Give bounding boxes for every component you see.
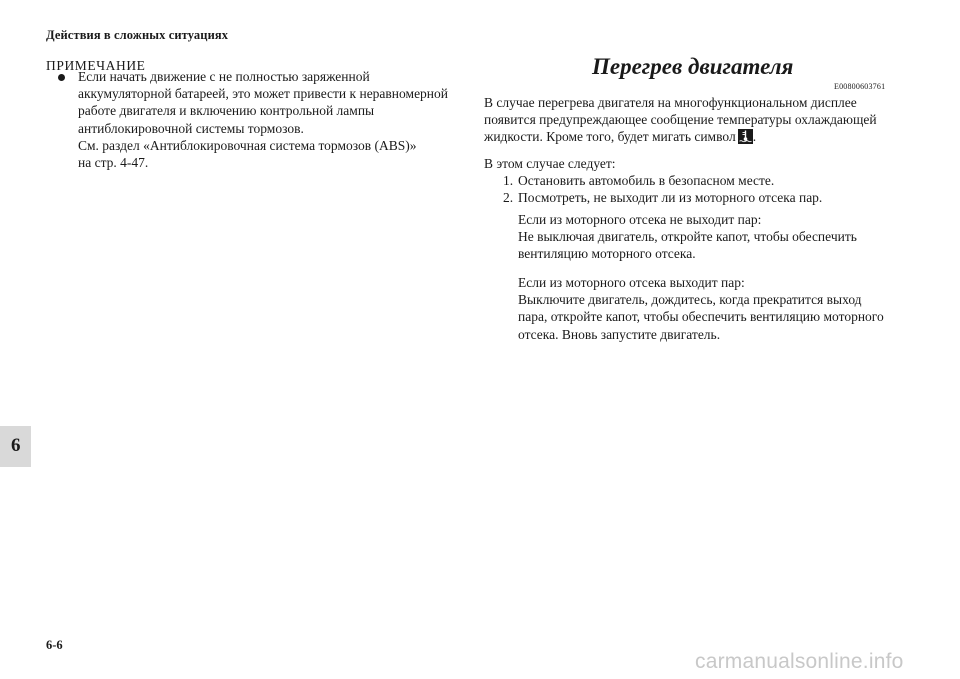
case-line: пара, откройте капот, чтобы обеспечить вентиляцию моторного	[518, 309, 884, 325]
steps-intro: В этом случае следует:	[484, 156, 616, 171]
note-title: ПРИМЕЧАНИЕ	[46, 58, 146, 73]
note-line: на стр. 4-47.	[78, 155, 149, 171]
intro-line: появится предупреждающее сообщение температуры охлаждающей	[484, 112, 877, 128]
list-item	[503, 172, 822, 189]
list-item	[503, 189, 822, 206]
case-line: Если из моторного отсека не выходит пар:	[518, 212, 762, 227]
intro-paragraph	[484, 94, 877, 146]
intro-line-last	[484, 128, 877, 145]
bullet-icon	[58, 74, 65, 81]
step-number: 2.	[503, 190, 514, 206]
note-line: См. раздел «Антиблокировочная система тормозов (ABS)»	[78, 137, 417, 153]
step-text: Посмотреть, не выходит ли из моторного отсека пар.	[518, 190, 823, 206]
section-title: Перегрев двигателя	[592, 54, 794, 79]
coolant-temperature-warning-icon	[738, 129, 753, 144]
intro-line: жидкости. Кроме того, будет мигать символ	[484, 129, 736, 145]
case-line: вентиляцию моторного отсека.	[518, 246, 696, 262]
note-line: Если начать движение с не полностью заряженной	[78, 69, 370, 84]
case-no-steam	[518, 211, 857, 263]
intro-end: .	[752, 129, 757, 145]
chapter-number: 6	[11, 435, 21, 456]
step-text: Остановить автомобиль в безопасном месте.	[518, 173, 775, 188]
chapter-tab	[0, 426, 31, 467]
note-text	[78, 68, 470, 171]
watermark: carmanualsonline.info	[695, 650, 904, 673]
page-number: 6-6	[46, 638, 63, 652]
case-line: Если из моторного отсека выходит пар:	[518, 275, 745, 290]
case-steam	[518, 274, 884, 343]
case-line: отсека. Вновь запустите двигатель.	[518, 326, 721, 342]
page-header-title: Действия в сложных ситуациях	[46, 28, 229, 42]
step-number: 1.	[503, 173, 514, 188]
note-line: антиблокировочной системы тормозов.	[78, 120, 304, 136]
note-line: работе двигателя и включению контрольной лампы	[78, 103, 375, 119]
steps-list	[503, 172, 822, 206]
case-line: Выключите двигатель, дождитесь, когда прекратится выход	[518, 292, 862, 308]
case-line: Не выключая двигатель, откройте капот, чтобы обеспечить	[518, 229, 857, 245]
note-line: аккумуляторной батареей, это может привести к неравномерной	[78, 86, 449, 102]
section-code: E00800603761	[834, 82, 886, 91]
intro-line: В случае перегрева двигателя на многофункциональном дисплее	[484, 95, 857, 110]
